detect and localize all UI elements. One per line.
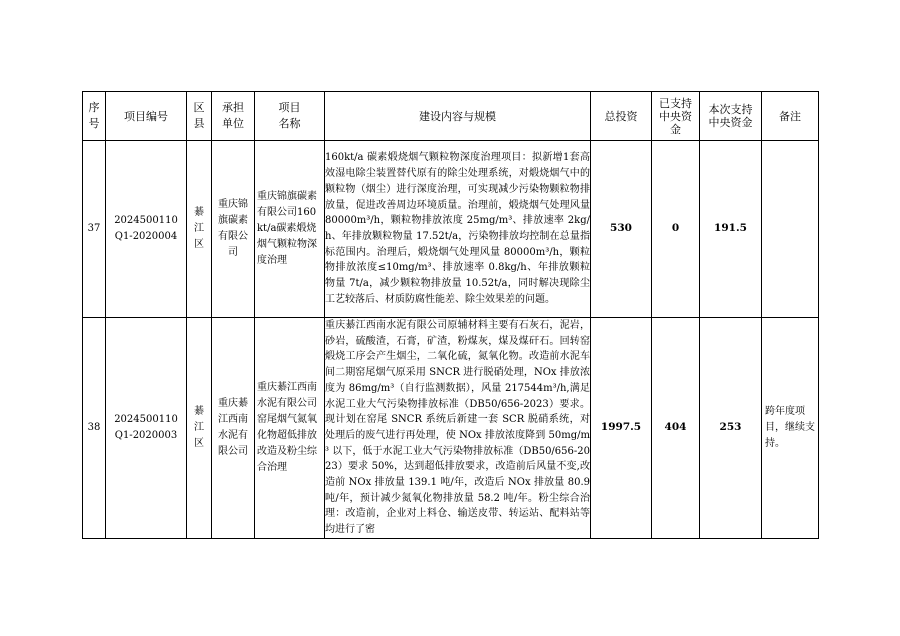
row-code-line2: Q1-2020004 [114, 231, 178, 242]
row-code-line2: Q1-2020003 [114, 429, 178, 441]
header-name: 项目名称 [255, 92, 325, 141]
header-supported: 已支持中央资金 [652, 92, 700, 141]
row-content: 160kt/a 碳素煅烧烟气颗粒物深度治理项目：拟新增1套高效湿电除尘装置替代原有的除尘处理系统，对煅烧烟气中的颗粒物（烟尘）进行深度治理，可实现减少污染物颗粒物排放量，促进改善周边环境质量。治理前，煅烧烟气处理风量 80000m³/h，颗粒物排放浓度 25mg/m³、排放速率 2kg/h、年排放颗粒物量 17.52t/a，污染物排放均控制在总量指标范围内。治理后，煅烧烟气处理风量 80000m³/h，颗粒物排放浓度≤10mg/m³、排放速率 0.8kg/h、年排放颗粒物量 7t/a，减少颗粒物排放量 10.52t/a，同时解决现除尘工艺较落后、材质防腐性能差、除尘效果差的问题。 [325, 141, 591, 318]
row-district: 綦江区 [187, 141, 212, 318]
row-project-name: 重庆锦旗碳素有限公司160kt/a碳素煅烧烟气颗粒物深度治理 [255, 141, 325, 318]
row-total-investment: 530 [591, 141, 652, 318]
project-table [82, 91, 819, 539]
row-total-investment: 1997.5 [591, 318, 652, 539]
row-unit: 重庆綦江西南水泥有限公司 [212, 318, 255, 539]
header-district: 区县 [187, 92, 212, 141]
table-row [83, 141, 819, 318]
row-code [106, 318, 187, 539]
header-unit: 承担单位 [212, 92, 255, 141]
row-remark [762, 141, 819, 318]
row-seq: 37 [83, 141, 106, 318]
row-current-funds: 253 [700, 318, 762, 539]
row-code [106, 141, 187, 318]
header-remark: 备注 [762, 92, 819, 141]
row-remark: 跨年度项目，继续支持。 [762, 318, 819, 539]
header-row [83, 92, 819, 141]
header-current: 本次支持中央资金 [700, 92, 762, 141]
row-project-name: 重庆綦江西南水泥有限公司窑尾烟气氮氧化物超低排放改造及粉尘综合治理 [255, 318, 325, 539]
row-unit: 重庆锦旗碳素有限公司 [212, 141, 255, 318]
row-supported-funds: 0 [652, 141, 700, 318]
row-current-funds: 191.5 [700, 141, 762, 318]
header-content: 建设内容与规模 [325, 92, 591, 141]
row-code-line1: 2024500110 [114, 215, 178, 226]
header-code: 项目编号 [106, 92, 187, 141]
header-seq: 序号 [83, 92, 106, 141]
row-content: 重庆綦江西南水泥有限公司原辅材料主要有石灰石，泥岩，砂岩，硫酸渣，石膏，矿渣，粉煤灰，煤及煤矸石。回转窑煅烧工序会产生烟尘，二氧化硫，氮氧化物。改造前水泥车间二期窑尾烟气原采用 SNCR 进行脱硝处理，NOx 排放浓度为 86mg/m³（自行监测数据），风量 217544m³/h,满足水泥工业大气污染物排放标准（DB50/656-2023）要求。现计划在窑尾 SNCR 系统后新建一套 SCR 脱硝系统，对处理后的废气进行再处理，使 NOx 排放浓度降到 50mg/m³ 以下，低于水泥工业大气污染物排放标准（DB50/656-2023）要求 50%，达到超低排放要求，改造前后风量不变,改造前 NOx 排放量 139.1 吨/年，改造后 NOx 排放量 80.9 吨/年，预计减少氮氧化物排放量 58.2 吨/年。粉尘综合治理：改造前，企业对上料仓、输送皮带、转运站、配料站等均进行了密 [325, 318, 591, 539]
table-row [83, 318, 819, 539]
row-supported-funds: 404 [652, 318, 700, 539]
row-code-line1: 2024500110 [114, 413, 178, 425]
row-seq: 38 [83, 318, 106, 539]
row-district: 綦江区 [187, 318, 212, 539]
header-total: 总投资 [591, 92, 652, 141]
